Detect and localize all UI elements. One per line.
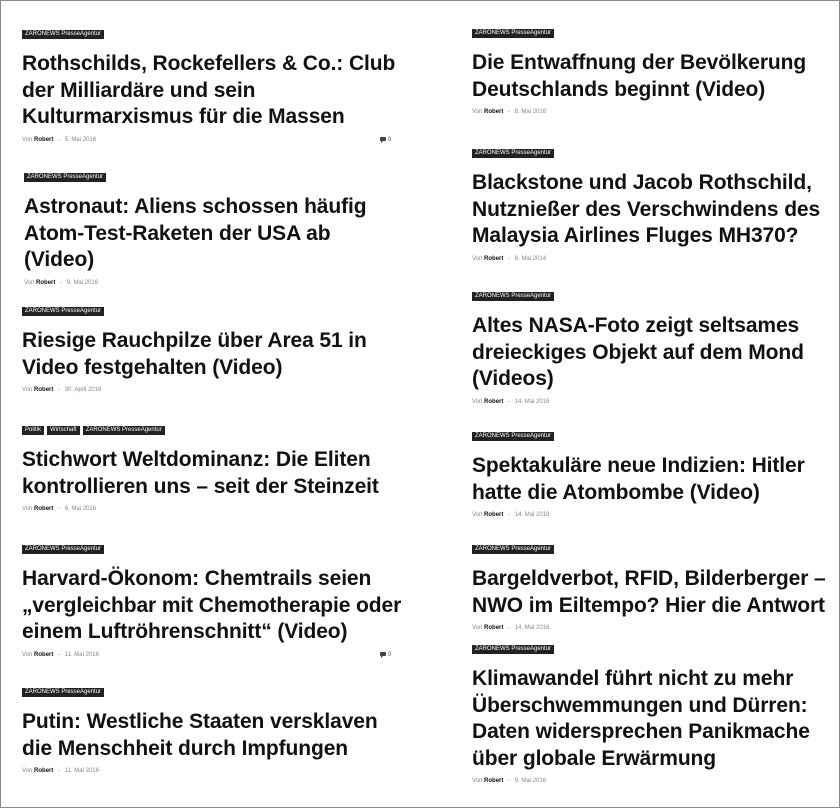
by-label: Von (22, 506, 33, 512)
by-label: Von (22, 387, 33, 393)
author-link[interactable]: Robert (34, 506, 54, 512)
article-date: 6. Mai 2016 (64, 506, 97, 512)
comment-icon (380, 137, 386, 141)
category-tag[interactable]: ZARONEWS PresseAgentur (472, 432, 554, 441)
article-title[interactable]: Putin: Westliche Staaten versklaven die Menschheit durch Impfungen (22, 710, 378, 760)
author-link[interactable]: Robert (34, 136, 54, 143)
author-link[interactable]: Robert (484, 625, 504, 631)
category-tags (472, 645, 822, 654)
category-tag[interactable]: ZARONEWS PresseAgentur (472, 29, 554, 38)
author-link[interactable]: Robert (34, 768, 54, 774)
comment-count: 0 (388, 651, 392, 658)
article-meta (22, 505, 402, 513)
article-card (22, 307, 382, 394)
author-link[interactable]: Robert (484, 778, 504, 784)
by-label: Von (22, 136, 33, 143)
category-tag[interactable]: ZARONEWS PresseAgentur (22, 545, 104, 554)
author-link[interactable]: Robert (36, 279, 56, 286)
category-tag[interactable]: ZARONEWS PresseAgentur (472, 149, 554, 158)
category-tag[interactable]: Wirtschaft (47, 426, 80, 435)
meta-separator: - (508, 778, 511, 784)
article-title[interactable]: Harvard-Ökonom: Chemtrails seien „vergleichbar mit Chemotherapie oder einem Luftröhrenschnitt“ (Video) (22, 567, 402, 643)
article-date: 8. Mai 2016 (514, 109, 547, 115)
article-card (472, 29, 822, 116)
article-card (22, 545, 402, 659)
category-tag[interactable]: Politik (22, 426, 44, 435)
meta-separator: - (508, 625, 511, 631)
author-link[interactable]: Robert (484, 398, 504, 405)
article-meta (472, 624, 827, 632)
article-card (472, 149, 822, 263)
author-link[interactable]: Robert (484, 512, 504, 518)
article-date: 6. Mai 2014 (514, 255, 547, 262)
comment-icon (380, 652, 386, 656)
by-label: Von (472, 398, 483, 405)
meta-separator: - (58, 651, 61, 658)
article-card (472, 645, 822, 785)
comment-count: 0 (388, 136, 392, 143)
article-meta (472, 255, 822, 263)
category-tags (472, 149, 822, 158)
category-tags (472, 432, 822, 441)
comment-count-link[interactable] (380, 651, 391, 659)
meta-separator: - (508, 512, 511, 518)
by-label: Von (22, 651, 33, 658)
author-link[interactable]: Robert (484, 255, 504, 262)
article-title[interactable]: Spektakuläre neue Indizien: Hitler hatte die Atombombe (Video) (472, 454, 805, 504)
category-tag[interactable]: ZARONEWS PresseAgentur (24, 173, 106, 182)
category-tags (22, 307, 382, 316)
category-tag[interactable]: ZARONEWS PresseAgentur (22, 307, 104, 316)
category-tag[interactable]: ZARONEWS PresseAgentur (83, 426, 165, 435)
category-tags (472, 292, 822, 301)
by-label: Von (24, 279, 35, 286)
category-tags (24, 173, 384, 182)
by-label: Von (22, 768, 33, 774)
article-date: 9. Mai 2016 (66, 279, 99, 286)
article-card (472, 292, 822, 406)
article-meta (22, 767, 382, 775)
article-card (22, 30, 402, 144)
author-link[interactable]: Robert (34, 387, 54, 393)
meta-separator: - (60, 279, 63, 286)
article-card (22, 688, 382, 775)
category-tags (472, 29, 822, 38)
article-meta (22, 651, 402, 659)
category-tag[interactable]: ZARONEWS PresseAgentur (22, 688, 104, 697)
article-title[interactable]: Rothschilds, Rockefellers & Co.: Club der Milliardäre und sein Kulturmarxismus für die Massen (22, 52, 396, 128)
category-tags (22, 426, 402, 435)
article-meta (472, 398, 822, 406)
article-meta (472, 511, 822, 519)
article-title[interactable]: Astronaut: Aliens schossen häufig Atom-Test-Raketen der USA ab (Video) (24, 195, 367, 271)
article-date: 14. Mai 2016 (514, 625, 550, 631)
article-date: 30. April 2016 (64, 387, 102, 393)
article-title[interactable]: Bargeldverbot, RFID, Bilderberger – NWO im Eiltempo? Hier die Antwort (472, 567, 826, 617)
article-date: 11. Mai 2016 (64, 651, 99, 658)
by-label: Von (472, 512, 483, 518)
meta-separator: - (508, 398, 511, 405)
category-tags (472, 545, 827, 554)
category-tags (22, 688, 382, 697)
article-card (472, 432, 822, 519)
article-card (24, 173, 384, 287)
article-date: 11. Mai 2016 (64, 768, 99, 774)
article-date: 14. Mai 2016 (514, 512, 550, 518)
article-meta (22, 136, 402, 144)
author-link[interactable]: Robert (484, 109, 504, 115)
article-date: 9. Mai 2016 (514, 778, 547, 784)
article-meta (472, 777, 822, 785)
article-meta (22, 386, 382, 394)
article-card (472, 545, 827, 632)
meta-separator: - (508, 255, 511, 262)
meta-separator: - (58, 136, 61, 143)
category-tag[interactable]: ZARONEWS PresseAgentur (472, 292, 554, 301)
category-tags (22, 545, 402, 554)
meta-separator: - (58, 506, 61, 512)
by-label: Von (472, 255, 483, 262)
meta-separator: - (508, 109, 511, 115)
category-tag[interactable]: ZARONEWS PresseAgentur (472, 645, 554, 654)
by-label: Von (472, 625, 483, 631)
article-date: 5. Mai 2016 (64, 136, 97, 143)
article-meta (472, 108, 822, 116)
article-title[interactable]: Blackstone und Jacob Rothschild, Nutznießer des Verschwindens des Malaysia Airlines Fluges MH370? (472, 171, 821, 247)
category-tag[interactable]: ZARONEWS PresseAgentur (22, 30, 104, 39)
by-label: Von (472, 109, 483, 115)
article-title[interactable]: Stichwort Weltdominanz: Die Eliten kontrollieren uns – seit der Steinzeit (22, 448, 379, 498)
meta-separator: - (58, 768, 61, 774)
article-title[interactable]: Altes NASA-Foto zeigt seltsames dreieckiges Objekt auf dem Mond (Videos) (472, 314, 804, 390)
comment-count-link[interactable] (380, 136, 391, 144)
author-link[interactable]: Robert (34, 651, 54, 658)
article-date: 14. Mai 2016 (514, 398, 550, 405)
meta-separator: - (58, 387, 61, 393)
article-card (22, 426, 402, 513)
article-title[interactable]: Klimawandel führt nicht zu mehr Überschwemmungen und Dürren: Daten widersprechen Panikmache über globale Erwärmung (472, 667, 810, 770)
by-label: Von (472, 778, 483, 784)
article-title[interactable]: Riesige Rauchpilze über Area 51 in Video festgehalten (Video) (22, 329, 367, 379)
category-tags (22, 30, 402, 39)
category-tag[interactable]: ZARONEWS PresseAgentur (472, 545, 554, 554)
article-meta (24, 279, 384, 287)
article-title[interactable]: Die Entwaffnung der Bevölkerung Deutschlands beginnt (Video) (472, 51, 807, 101)
